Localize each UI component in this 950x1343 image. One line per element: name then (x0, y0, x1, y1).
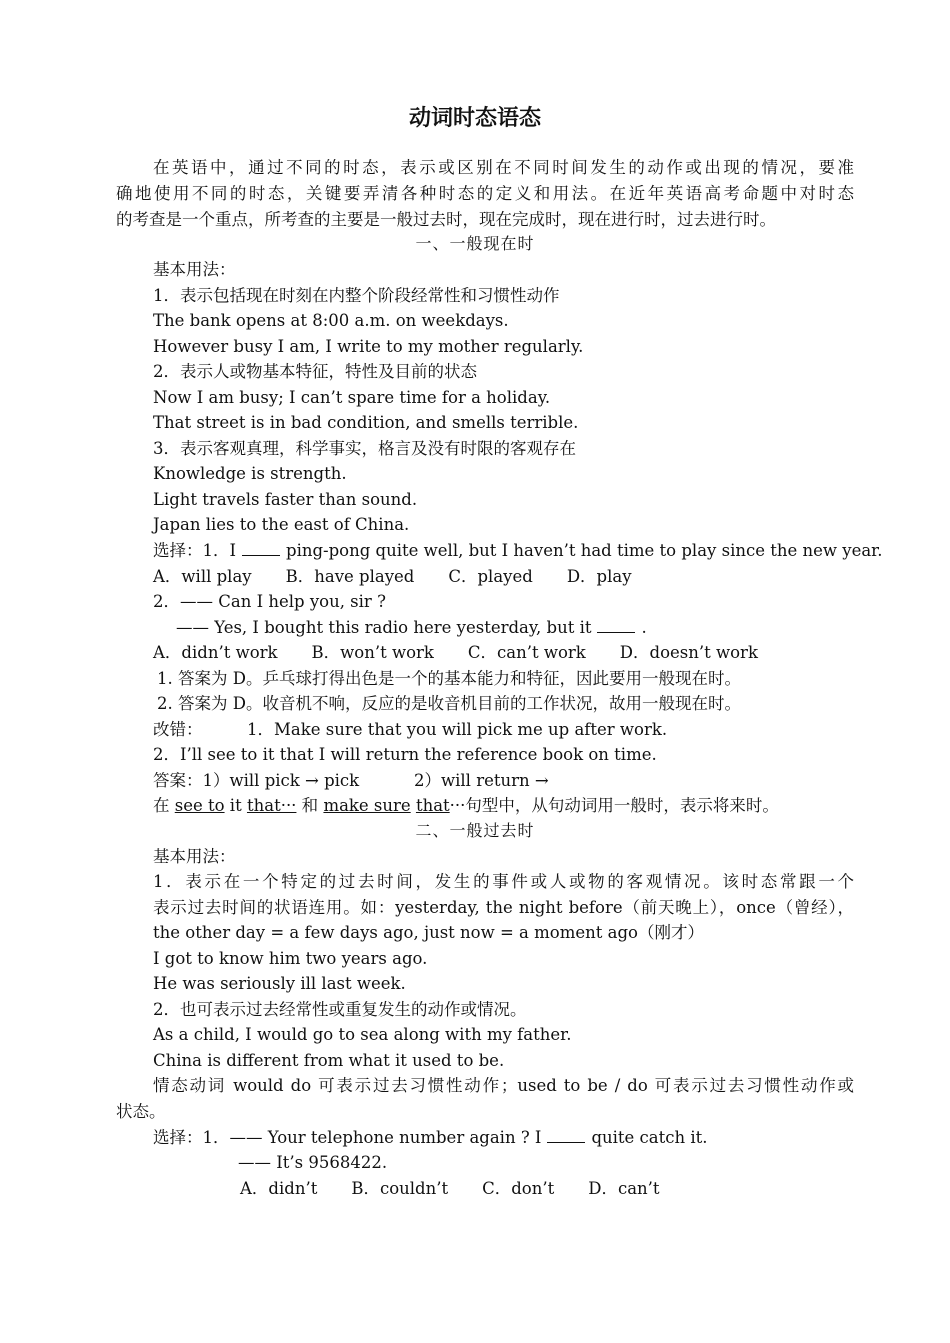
section-1-basic-label: 基本用法： (153, 260, 236, 279)
question-prefix: 选择：1．—— Your telephone number again ? I (153, 1128, 542, 1147)
option-c: C．don’t (482, 1179, 555, 1198)
section-1-heading: 一、一般现在时 (415, 234, 535, 253)
section-2-usage-1-line-2: 表示过去时间的状语连用。如：yesterday, the night before（前天晚上），once（曾经）， (153, 898, 854, 917)
example-sentence: He was seriously ill last week. (153, 974, 406, 993)
modal-note-line-2: 状态。 (116, 1102, 166, 1121)
example-sentence: I got to know him two years ago. (153, 949, 428, 968)
question-2-line-1: 2．—— Can I help you, sir ? (153, 592, 386, 611)
section-2-question-1 (153, 1125, 708, 1150)
answer-explanation-2: 2. 答案为 D。收音机不响，反应的是收音机目前的工作状况，故用一般现在时。 (157, 694, 741, 713)
answer-blank (242, 539, 280, 556)
correction-label: 改错： (153, 720, 203, 739)
option-d: D．play (566, 567, 632, 586)
example-sentence: The bank opens at 8:00 a.m. on weekdays. (153, 311, 509, 330)
option-b: B．have played (285, 567, 415, 586)
question-1-suffix: ping-pong quite well, but I haven’t had time to play since the new year. (286, 541, 883, 560)
section-2-basic-label: 基本用法： (153, 847, 236, 866)
section-2-usage-1-line-3: the other day = a few days ago, just now = a moment ago（刚才） (153, 923, 704, 942)
note-text: ···句型中，从句动词用一般时，表示将来时。 (449, 796, 779, 815)
note-phrase-make-sure: make sure (323, 796, 411, 815)
note-phrase-that: that··· (246, 796, 297, 815)
modal-note-line-1: 情态动词 would do 可表示过去习惯性动作；used to be / do 可表示过去习惯性动作或 (153, 1076, 854, 1095)
question-1-options (153, 564, 666, 589)
note-text: 在 (153, 796, 170, 815)
question-2-prefix: —— Yes, I bought this radio here yesterday, but it (176, 618, 592, 637)
answer-explanation-1: 1. 答案为 D。乒乓球打得出色是一个的基本能力和特征，因此要用一般现在时。 (157, 669, 741, 688)
correction-item-1: 1．Make sure that you will pick me up after work. (247, 720, 668, 739)
option-b: B．won’t work (311, 643, 434, 662)
page-title: 动词时态语态 (408, 106, 541, 131)
question-suffix: quite catch it. (591, 1128, 708, 1147)
section-2-usage-2: 2．也可表示过去经常性或重复发生的动作或情况。 (153, 1000, 527, 1019)
example-sentence: That street is in bad condition, and smells terrible. (153, 413, 579, 432)
intro-line-3: 的考查是一个重点，所考查的主要是一般过去时，现在完成时，现在进行时，过去进行时。 (116, 210, 776, 229)
question-1-prefix: 选择：1．I (153, 541, 237, 560)
answer-blank (547, 1126, 585, 1143)
section-1-usage-1: 1．表示包括现在时刻在内整个阶段经常性和习惯性动作 (153, 286, 560, 305)
option-a: A．didn’t work (153, 643, 278, 662)
question-1 (153, 538, 883, 563)
question-2-suffix: . (641, 618, 647, 637)
grammar-note (153, 793, 779, 818)
option-d: D．can’t (588, 1179, 660, 1198)
question-2-options (153, 640, 792, 665)
example-sentence: Japan lies to the east of China. (153, 515, 410, 534)
option-b: B．couldn’t (351, 1179, 449, 1198)
section-1-usage-3: 3．表示客观真理，科学事实，格言及没有时限的客观存在 (153, 439, 576, 458)
example-sentence: As a child, I would go to sea along with my father. (153, 1025, 572, 1044)
section-2-heading: 二、一般过去时 (415, 821, 535, 840)
option-d: D．doesn’t work (619, 643, 758, 662)
example-sentence: China is different from what it used to be. (153, 1051, 505, 1070)
note-text: 和 (296, 796, 324, 815)
option-a: A．will play (153, 567, 252, 586)
option-c: C．can’t work (467, 643, 586, 662)
note-text: it (224, 796, 247, 815)
correction-item-2: 2．I’ll see to it that I will return the reference book on time. (153, 745, 657, 764)
section-2-usage-1-line-1: 1．表示在一个特定的过去时间，发生的事件或人或物的客观情况。该时态常跟一个 (153, 872, 854, 891)
intro-line-1: 在英语中，通过不同的时态，表示或区别在不同时间发生的动作或出现的情况，要准 (153, 158, 854, 177)
example-sentence: Light travels faster than sound. (153, 490, 418, 509)
option-c: C．played (448, 567, 533, 586)
correction-answer-1: 答案：1）will pick → pick (153, 771, 360, 790)
example-sentence: Knowledge is strength. (153, 464, 347, 483)
example-sentence: Now I am busy; I can’t spare time for a holiday. (153, 388, 551, 407)
intro-line-2: 确地使用不同的时态，关键要弄清各种时态的定义和用法。在近年英语高考命题中对时态 (116, 184, 854, 203)
section-1-usage-2: 2．表示人或物基本特征，特性及目前的状态 (153, 362, 477, 381)
correction-answer-2: 2）will return → (414, 771, 549, 790)
answer-blank (597, 616, 635, 633)
option-a: A．didn’t (240, 1179, 318, 1198)
note-phrase-see-to: see to (174, 796, 225, 815)
note-phrase-that: that (415, 796, 450, 815)
example-sentence: However busy I am, I write to my mother regularly. (153, 337, 584, 356)
section-2-question-1-reply: —— It’s 9568422. (238, 1153, 388, 1172)
question-2-line-2 (176, 615, 647, 640)
section-2-question-1-options (240, 1176, 694, 1201)
